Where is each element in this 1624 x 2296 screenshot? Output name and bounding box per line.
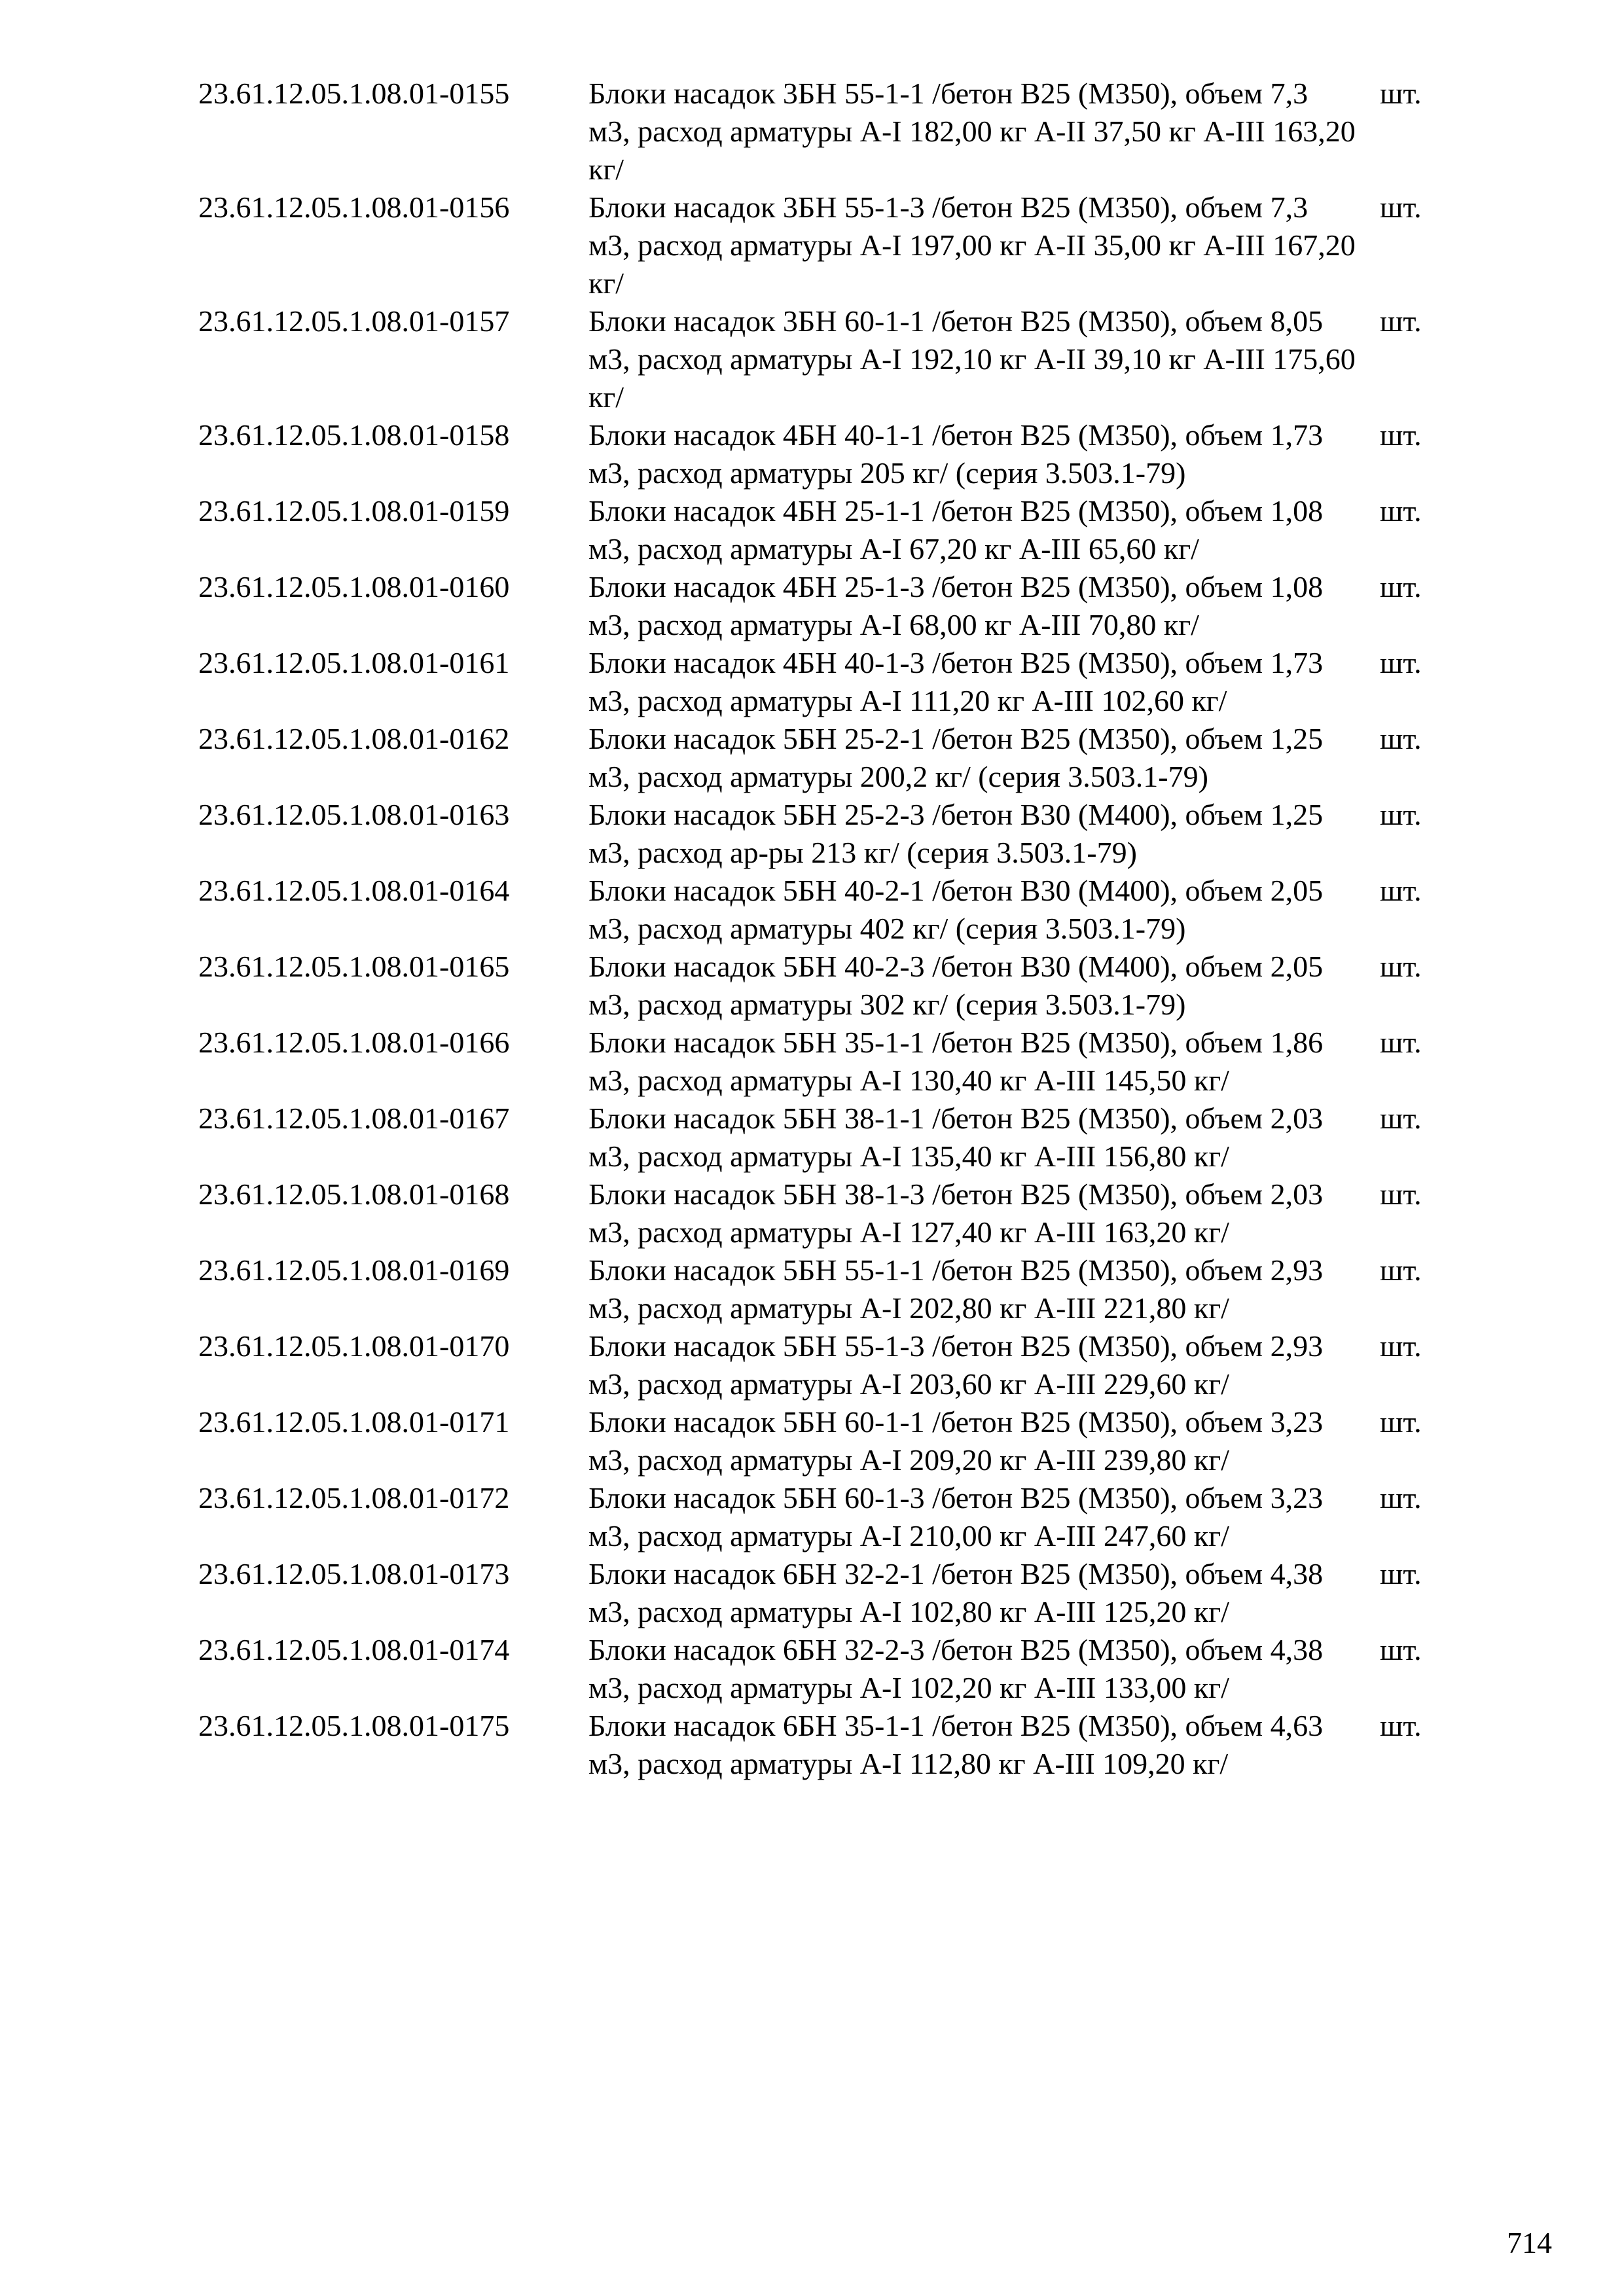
resource-description: Блоки насадок 5БН 40-2-3 /бетон В30 (М400), объем 2,05 м3, расход арматуры 302 кг/ (серия 3.503.1-79) (588, 950, 1324, 1021)
resource-description: Блоки насадок 5БН 35-1-1 /бетон В25 (М350), объем 1,86 м3, расход арматуры А-I 130,40 кг А-III 145,50 кг/ (588, 1026, 1324, 1097)
resource-description: Блоки насадок 5БН 60-1-1 /бетон В25 (М350), объем 3,23 м3, расход арматуры А-I 209,20 кг А-III 239,80 кг/ (588, 1405, 1324, 1477)
table-row (0, 872, 1624, 948)
resource-code: 23.61.12.05.1.08.01-0157 (198, 304, 510, 338)
table-row (0, 644, 1624, 720)
resource-code: 23.61.12.05.1.08.01-0172 (198, 1481, 510, 1515)
table-row (0, 416, 1624, 492)
table-row (0, 720, 1624, 796)
unit-of-measure: шт. (1380, 77, 1422, 110)
resource-description: Блоки насадок 5БН 38-1-1 /бетон В25 (М350), объем 2,03 м3, расход арматуры А-I 135,40 кг А-III 156,80 кг/ (588, 1102, 1324, 1173)
resource-description: Блоки насадок 6БН 35-1-1 /бетон В25 (М350), объем 4,63 м3, расход арматуры А-I 112,80 кг А-III 109,20 кг/ (588, 1709, 1324, 1780)
resource-description: Блоки насадок 4БН 40-1-3 /бетон В25 (М350), объем 1,73 м3, расход арматуры А-I 111,20 кг А-III 102,60 кг/ (588, 646, 1324, 717)
resource-code: 23.61.12.05.1.08.01-0174 (198, 1633, 510, 1666)
resource-description: Блоки насадок 6БН 32-2-3 /бетон В25 (М350), объем 4,38 м3, расход арматуры А-I 102,20 кг А-III 133,00 кг/ (588, 1633, 1324, 1704)
resource-code: 23.61.12.05.1.08.01-0170 (198, 1329, 510, 1363)
resource-code: 23.61.12.05.1.08.01-0171 (198, 1405, 510, 1439)
resource-description: Блоки насадок 6БН 32-2-1 /бетон В25 (М350), объем 4,38 м3, расход арматуры А-I 102,80 кг А-III 125,20 кг/ (588, 1557, 1324, 1628)
table-row (0, 302, 1624, 416)
table-row (0, 1327, 1624, 1403)
table-row (0, 1479, 1624, 1555)
resource-description: Блоки насадок 4БН 40-1-1 /бетон В25 (М350), объем 1,73 м3, расход арматуры 205 кг/ (серия 3.503.1-79) (588, 418, 1324, 490)
unit-of-measure: шт. (1380, 1557, 1422, 1590)
resource-code: 23.61.12.05.1.08.01-0168 (198, 1177, 510, 1211)
unit-of-measure: шт. (1380, 646, 1422, 679)
unit-of-measure: шт. (1380, 1026, 1422, 1059)
resource-code: 23.61.12.05.1.08.01-0162 (198, 722, 510, 755)
table-row (0, 1024, 1624, 1100)
unit-of-measure: шт. (1380, 494, 1422, 528)
table-row (0, 1403, 1624, 1479)
resource-description: Блоки насадок 3БН 55-1-1 /бетон В25 (М350), объем 7,3 м3, расход арматуры А-I 182,00 кг А-II 37,50 кг А-III 163,20 кг/ (588, 77, 1356, 186)
unit-of-measure: шт. (1380, 1709, 1422, 1742)
resource-code: 23.61.12.05.1.08.01-0169 (198, 1253, 510, 1287)
unit-of-measure: шт. (1380, 1481, 1422, 1515)
resource-description: Блоки насадок 5БН 40-2-1 /бетон В30 (М400), объем 2,05 м3, расход арматуры 402 кг/ (серия 3.503.1-79) (588, 874, 1324, 945)
page-number: 714 (1507, 2226, 1552, 2259)
resource-description: Блоки насадок 4БН 25-1-1 /бетон В25 (М350), объем 1,08 м3, расход арматуры А-I 67,20 кг А-III 65,60 кг/ (588, 494, 1324, 565)
unit-of-measure: шт. (1380, 1177, 1422, 1211)
unit-of-measure: шт. (1380, 304, 1422, 338)
unit-of-measure: шт. (1380, 570, 1422, 603)
resource-code: 23.61.12.05.1.08.01-0175 (198, 1709, 510, 1742)
resource-description: Блоки насадок 3БН 60-1-1 /бетон В25 (М350), объем 8,05 м3, расход арматуры А-I 192,10 кг А-II 39,10 кг А-III 175,60 кг/ (588, 304, 1356, 414)
resource-description: Блоки насадок 5БН 25-2-1 /бетон В25 (М350), объем 1,25 м3, расход арматуры 200,2 кг/ (серия 3.503.1-79) (588, 722, 1324, 793)
table-row (0, 796, 1624, 872)
table-row (0, 75, 1624, 188)
price-list-table (0, 75, 1624, 1783)
resource-description: Блоки насадок 5БН 55-1-1 /бетон В25 (М350), объем 2,93 м3, расход арматуры А-I 202,80 кг А-III 221,80 кг/ (588, 1253, 1324, 1325)
table-row (0, 492, 1624, 568)
unit-of-measure: шт. (1380, 950, 1422, 983)
resource-code: 23.61.12.05.1.08.01-0165 (198, 950, 510, 983)
unit-of-measure: шт. (1380, 722, 1422, 755)
resource-description: Блоки насадок 5БН 55-1-3 /бетон В25 (М350), объем 2,93 м3, расход арматуры А-I 203,60 кг А-III 229,60 кг/ (588, 1329, 1324, 1401)
unit-of-measure: шт. (1380, 418, 1422, 452)
table-row (0, 568, 1624, 644)
table-row (0, 188, 1624, 302)
table-row (0, 1555, 1624, 1631)
resource-description: Блоки насадок 4БН 25-1-3 /бетон В25 (М350), объем 1,08 м3, расход арматуры А-I 68,00 кг А-III 70,80 кг/ (588, 570, 1324, 641)
resource-code: 23.61.12.05.1.08.01-0167 (198, 1102, 510, 1135)
unit-of-measure: шт. (1380, 1329, 1422, 1363)
resource-code: 23.61.12.05.1.08.01-0164 (198, 874, 510, 907)
table-row (0, 948, 1624, 1024)
resource-code: 23.61.12.05.1.08.01-0173 (198, 1557, 510, 1590)
unit-of-measure: шт. (1380, 798, 1422, 831)
unit-of-measure: шт. (1380, 1253, 1422, 1287)
resource-description: Блоки насадок 5БН 60-1-3 /бетон В25 (М350), объем 3,23 м3, расход арматуры А-I 210,00 кг А-III 247,60 кг/ (588, 1481, 1324, 1552)
table-row (0, 1100, 1624, 1175)
resource-code: 23.61.12.05.1.08.01-0160 (198, 570, 510, 603)
table-row (0, 1707, 1624, 1783)
resource-code: 23.61.12.05.1.08.01-0156 (198, 190, 510, 224)
unit-of-measure: шт. (1380, 874, 1422, 907)
unit-of-measure: шт. (1380, 1633, 1422, 1666)
table-row (0, 1631, 1624, 1707)
table-row (0, 1251, 1624, 1327)
resource-code: 23.61.12.05.1.08.01-0158 (198, 418, 510, 452)
resource-code: 23.61.12.05.1.08.01-0161 (198, 646, 510, 679)
resource-description: Блоки насадок 5БН 25-2-3 /бетон В30 (М400), объем 1,25 м3, расход ар-ры 213 кг/ (серия 3.503.1-79) (588, 798, 1324, 869)
unit-of-measure: шт. (1380, 190, 1422, 224)
table-row (0, 1175, 1624, 1251)
resource-description: Блоки насадок 5БН 38-1-3 /бетон В25 (М350), объем 2,03 м3, расход арматуры А-I 127,40 кг А-III 163,20 кг/ (588, 1177, 1324, 1249)
unit-of-measure: шт. (1380, 1405, 1422, 1439)
unit-of-measure: шт. (1380, 1102, 1422, 1135)
resource-code: 23.61.12.05.1.08.01-0163 (198, 798, 510, 831)
resource-description: Блоки насадок 3БН 55-1-3 /бетон В25 (М350), объем 7,3 м3, расход арматуры А-I 197,00 кг А-II 35,00 кг А-III 167,20 кг/ (588, 190, 1356, 300)
resource-code: 23.61.12.05.1.08.01-0155 (198, 77, 510, 110)
resource-code: 23.61.12.05.1.08.01-0159 (198, 494, 510, 528)
resource-code: 23.61.12.05.1.08.01-0166 (198, 1026, 510, 1059)
